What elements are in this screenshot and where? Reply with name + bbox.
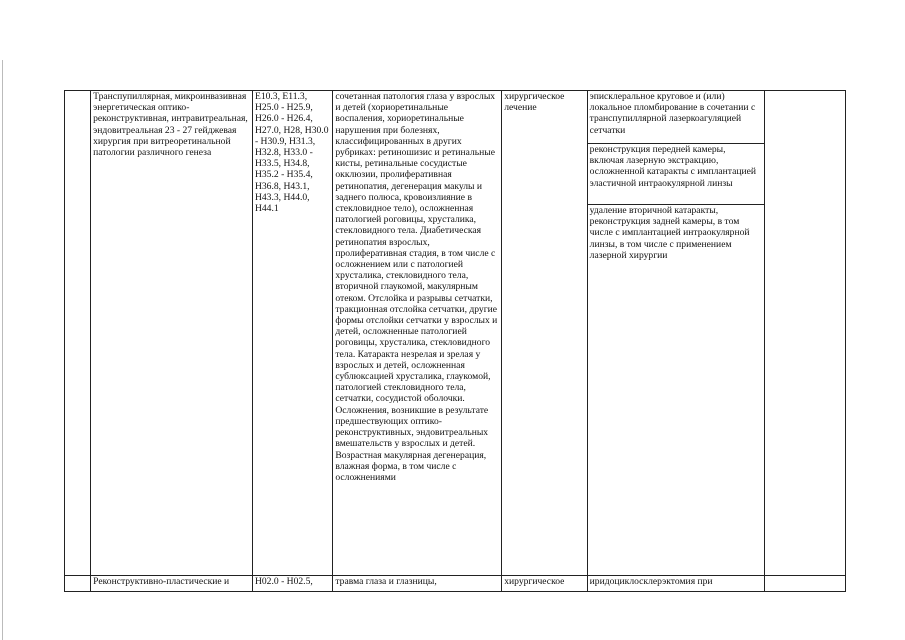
icd-codes-cell: E10.3, E11.3, H25.0 - H25.9, H26.0 - H26.4, H27.0, H28, H30.0 - H30.9, H31.3, H32.8, H33.0 - H33.5, H34.8, H35.2 - H35.4, H36.8, H43.1, H43.3, H44.0, H44.1 — [252, 91, 332, 576]
page-edge-line — [2, 60, 3, 640]
treatment-method-item: эписклеральное круговое и (или) локальное пломбирование в сочетании с транспупиллярной лазеркоагуляцией сетчатки — [588, 91, 764, 144]
treatment-type-cell: хирургическое — [502, 576, 587, 592]
icd-codes-cell: H02.0 - H02.5, — [252, 576, 332, 592]
table-row — [65, 91, 846, 576]
row-number-cell — [65, 576, 91, 592]
medical-care-table — [64, 90, 846, 592]
treatment-method-cell: иридоциклосклерэктомия при — [587, 576, 764, 592]
care-type-name-cell: Транспупиллярная, микроинвазивная энергетическая оптико-реконструктивная, интравитреальная, эндовитреальная 23 - 27 гейджевая хирургия при витреоретинальной патологии различного генеза — [91, 91, 253, 576]
patient-model-cell: травма глаза и глазницы, — [333, 576, 502, 592]
funding-amount-cell — [764, 91, 845, 576]
funding-amount-cell — [764, 576, 845, 592]
treatment-method-item: удаление вторичной катаракты, реконструкция задней камеры, в том числе с имплантацией интраокулярной линзы, в том числе с применением лазерной хирургии — [589, 205, 750, 261]
patient-model-cell: сочетанная патология глаза у взрослых и детей (хориоретинальные воспаления, хориоретинальные нарушения при болезнях, классифицированных в других рубриках: ретиношизис и ретинальные кисты, ретинальные сосудистые окклюзии, пролиферативная ретинопатия, дегенерация макулы и заднего полюса, кровоизлияние в стекловидное тело), осложненная патологией роговицы, хрусталика, стекловидного тела. Диабетическая ретинопатия взрослых, пролиферативная стадия, в том числе с осложнением или с патологией хрусталика, стекловидного тела, вторичной глаукомой, макулярным отеком. Отслойка и разрывы сетчатки, тракционная отслойка сетчатки, другие формы отслойки сетчатки у взрослых и детей, осложненные патологией роговицы, хрусталика, стекловидного тела. Катаракта незрелая и зрелая у взрослых и детей, осложненная сублюксацией хрусталика, глаукомой, патологией стекловидного тела, сетчатки, сосудистой оболочки. Осложнения, возникшие в результате предшествующих оптико-реконструктивных, эндовитреальных вмешательств у взрослых и детей. Возрастная макулярная дегенерация, влажная форма, в том числе с осложнениями — [333, 91, 502, 576]
treatment-type-cell: хирургическое лечение — [502, 91, 587, 576]
row-number-cell — [65, 91, 91, 576]
treatment-methods-cell — [587, 91, 764, 576]
treatment-method-item: реконструкция передней камеры, включая лазерную экстракцию, осложненной катаракты с имплантацией эластичной интраокулярной линзы — [588, 144, 764, 205]
care-type-name-cell: Реконструктивно-пластические и — [91, 576, 253, 592]
table-row — [65, 576, 846, 592]
